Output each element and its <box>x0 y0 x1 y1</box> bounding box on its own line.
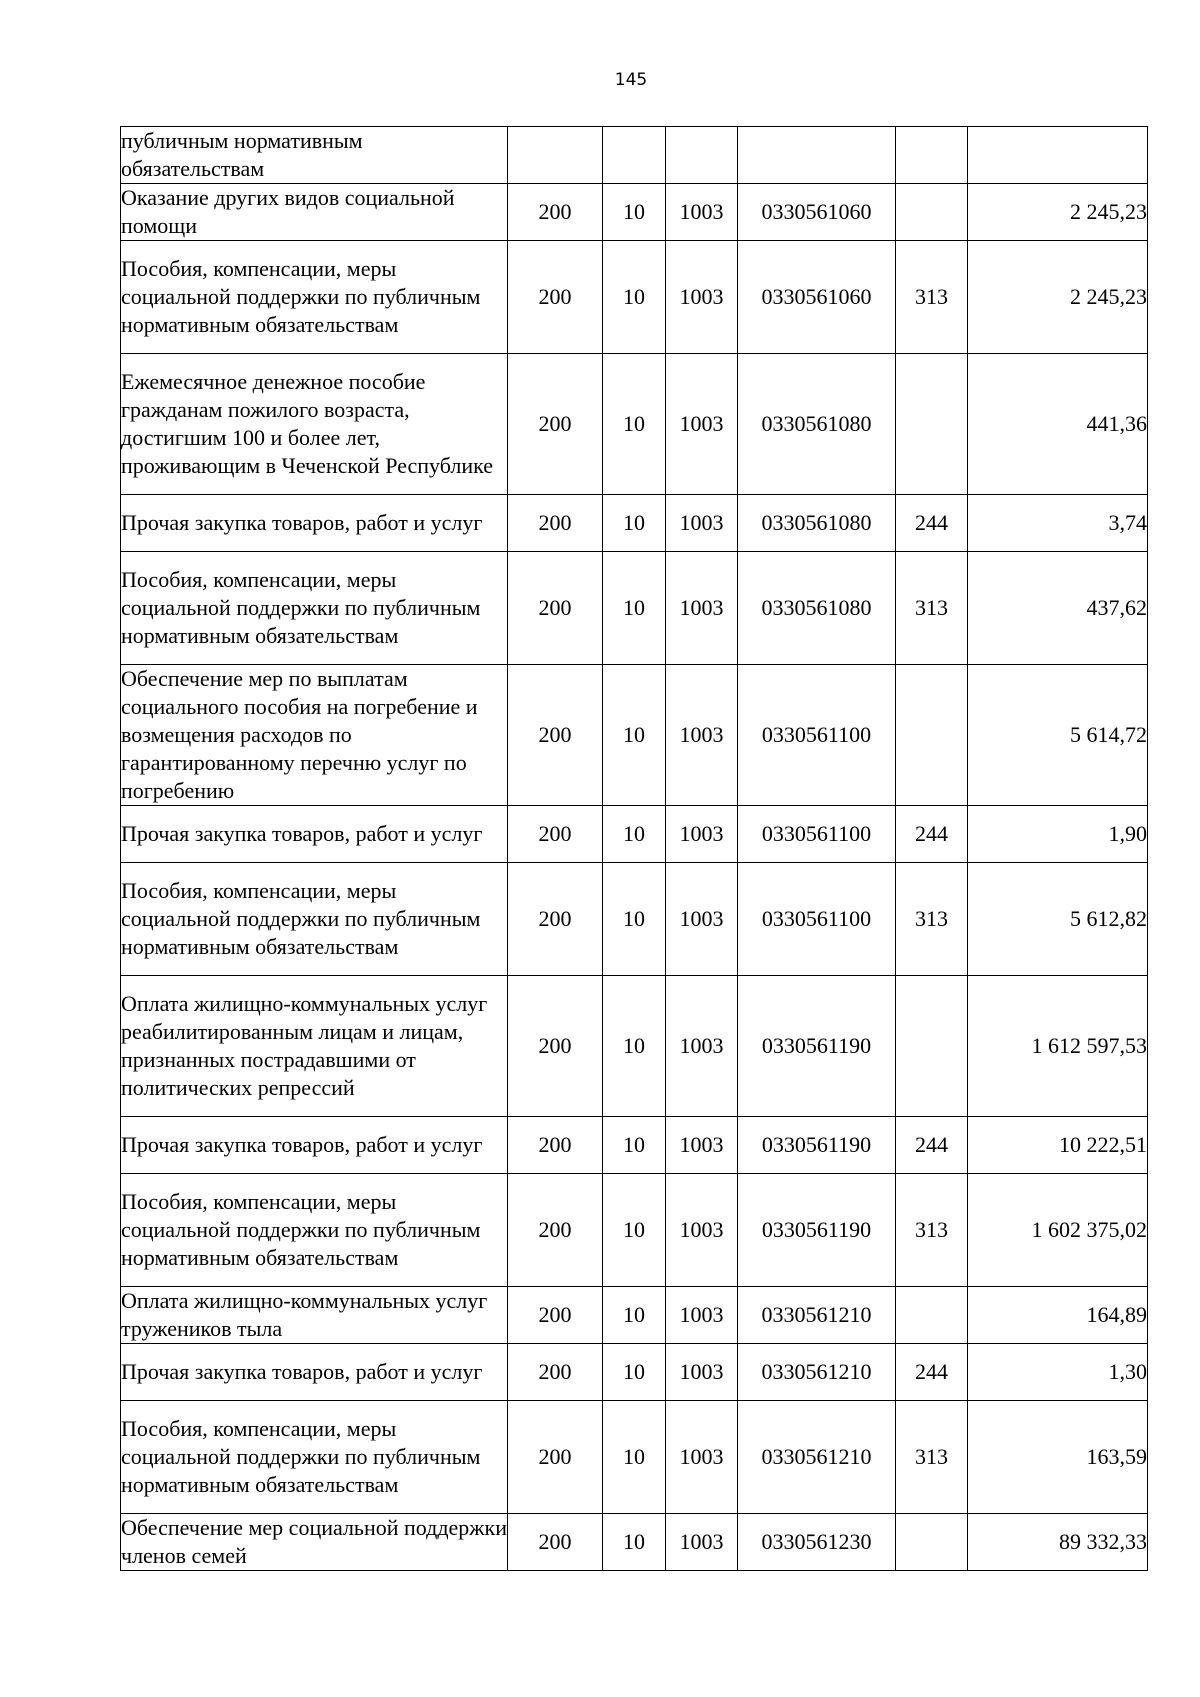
subsection-code-cell: 1003 <box>666 1514 738 1571</box>
expense-name-cell: Пособия, компенсации, меры социальной поддержки по публичным нормативным обязательствам <box>121 552 508 665</box>
expense-name-cell: Оплата жилищно-коммунальных услуг реабилитированным лицам и лицам, признанных пострадавшими от политических репрессий <box>121 976 508 1117</box>
ministry-code-cell: 200 <box>508 241 603 354</box>
ministry-code-cell: 200 <box>508 1344 603 1401</box>
expense-name-cell: Обеспечение мер социальной поддержки членов семей <box>121 1514 508 1571</box>
ministry-code-cell: 200 <box>508 1287 603 1344</box>
expense-type-cell <box>896 184 968 241</box>
section-code-cell <box>603 127 666 184</box>
ministry-code-cell: 200 <box>508 806 603 863</box>
subsection-code-cell: 1003 <box>666 1401 738 1514</box>
table-row <box>121 495 1148 552</box>
amount-cell: 164,89 <box>968 1287 1148 1344</box>
expense-name-cell: Пособия, компенсации, меры социальной поддержки по публичным нормативным обязательствам <box>121 863 508 976</box>
table-row <box>121 1514 1148 1571</box>
expense-type-cell: 313 <box>896 863 968 976</box>
section-code-cell: 10 <box>603 976 666 1117</box>
subsection-code-cell: 1003 <box>666 184 738 241</box>
ministry-code-cell: 200 <box>508 1514 603 1571</box>
subsection-code-cell <box>666 127 738 184</box>
section-code-cell: 10 <box>603 552 666 665</box>
subsection-code-cell: 1003 <box>666 1344 738 1401</box>
target-article-cell: 0330561060 <box>738 184 896 241</box>
target-article-cell: 0330561080 <box>738 495 896 552</box>
expense-name-cell: Ежемесячное денежное пособие гражданам пожилого возраста, достигшим 100 и более лет, проживающим в Чеченской Республике <box>121 354 508 495</box>
budget-table <box>120 126 1148 1571</box>
subsection-code-cell: 1003 <box>666 806 738 863</box>
section-code-cell: 10 <box>603 1287 666 1344</box>
expense-name-cell: Прочая закупка товаров, работ и услуг <box>121 1344 508 1401</box>
ministry-code-cell: 200 <box>508 1174 603 1287</box>
expense-name-cell: публичным нормативным обязательствам <box>121 127 508 184</box>
expense-type-cell <box>896 1514 968 1571</box>
expense-type-cell: 244 <box>896 806 968 863</box>
table-row <box>121 1344 1148 1401</box>
amount-cell: 89 332,33 <box>968 1514 1148 1571</box>
expense-type-cell: 313 <box>896 1401 968 1514</box>
ministry-code-cell: 200 <box>508 1401 603 1514</box>
ministry-code-cell: 200 <box>508 354 603 495</box>
ministry-code-cell: 200 <box>508 976 603 1117</box>
ministry-code-cell: 200 <box>508 1117 603 1174</box>
target-article-cell: 0330561190 <box>738 1174 896 1287</box>
expense-type-cell: 244 <box>896 1344 968 1401</box>
target-article-cell: 0330561190 <box>738 976 896 1117</box>
subsection-code-cell: 1003 <box>666 976 738 1117</box>
section-code-cell: 10 <box>603 1174 666 1287</box>
table-row <box>121 241 1148 354</box>
expense-type-cell <box>896 354 968 495</box>
ministry-code-cell: 200 <box>508 665 603 806</box>
section-code-cell: 10 <box>603 354 666 495</box>
expense-type-cell <box>896 1287 968 1344</box>
section-code-cell: 10 <box>603 1514 666 1571</box>
ministry-code-cell: 200 <box>508 184 603 241</box>
expense-name-cell: Пособия, компенсации, меры социальной поддержки по публичным нормативным обязательствам <box>121 1401 508 1514</box>
table-body <box>121 127 1148 1571</box>
subsection-code-cell: 1003 <box>666 1174 738 1287</box>
amount-cell: 1,30 <box>968 1344 1148 1401</box>
amount-cell: 10 222,51 <box>968 1117 1148 1174</box>
ministry-code-cell: 200 <box>508 863 603 976</box>
expense-name-cell: Прочая закупка товаров, работ и услуг <box>121 1117 508 1174</box>
ministry-code-cell: 200 <box>508 552 603 665</box>
amount-cell: 437,62 <box>968 552 1148 665</box>
table-row <box>121 184 1148 241</box>
amount-cell: 1 612 597,53 <box>968 976 1148 1117</box>
section-code-cell: 10 <box>603 665 666 806</box>
section-code-cell: 10 <box>603 495 666 552</box>
target-article-cell: 0330561230 <box>738 1514 896 1571</box>
expense-type-cell: 244 <box>896 495 968 552</box>
target-article-cell: 0330561210 <box>738 1344 896 1401</box>
target-article-cell: 0330561100 <box>738 863 896 976</box>
expense-name-cell: Пособия, компенсации, меры социальной поддержки по публичным нормативным обязательствам <box>121 1174 508 1287</box>
amount-cell: 441,36 <box>968 354 1148 495</box>
target-article-cell: 0330561100 <box>738 665 896 806</box>
amount-cell: 2 245,23 <box>968 184 1148 241</box>
target-article-cell: 0330561060 <box>738 241 896 354</box>
section-code-cell: 10 <box>603 806 666 863</box>
section-code-cell: 10 <box>603 1401 666 1514</box>
expense-name-cell: Пособия, компенсации, меры социальной поддержки по публичным нормативным обязательствам <box>121 241 508 354</box>
amount-cell <box>968 127 1148 184</box>
subsection-code-cell: 1003 <box>666 1287 738 1344</box>
amount-cell: 1,90 <box>968 806 1148 863</box>
amount-cell: 5 612,82 <box>968 863 1148 976</box>
amount-cell: 1 602 375,02 <box>968 1174 1148 1287</box>
subsection-code-cell: 1003 <box>666 552 738 665</box>
subsection-code-cell: 1003 <box>666 495 738 552</box>
expense-name-cell: Оказание других видов социальной помощи <box>121 184 508 241</box>
target-article-cell: 0330561210 <box>738 1287 896 1344</box>
section-code-cell: 10 <box>603 1117 666 1174</box>
target-article-cell: 0330561100 <box>738 806 896 863</box>
subsection-code-cell: 1003 <box>666 354 738 495</box>
table-row <box>121 863 1148 976</box>
subsection-code-cell: 1003 <box>666 863 738 976</box>
target-article-cell <box>738 127 896 184</box>
target-article-cell: 0330561210 <box>738 1401 896 1514</box>
expense-type-cell: 244 <box>896 1117 968 1174</box>
expense-type-cell <box>896 127 968 184</box>
page-number: 145 <box>614 70 648 90</box>
expense-name-cell: Прочая закупка товаров, работ и услуг <box>121 495 508 552</box>
expense-type-cell: 313 <box>896 1174 968 1287</box>
table-row <box>121 127 1148 184</box>
ministry-code-cell <box>508 127 603 184</box>
table-row <box>121 354 1148 495</box>
expense-type-cell: 313 <box>896 241 968 354</box>
table-row <box>121 976 1148 1117</box>
target-article-cell: 0330561080 <box>738 552 896 665</box>
section-code-cell: 10 <box>603 184 666 241</box>
target-article-cell: 0330561080 <box>738 354 896 495</box>
table-row <box>121 1287 1148 1344</box>
table-row <box>121 665 1148 806</box>
table-row <box>121 806 1148 863</box>
table-row <box>121 1401 1148 1514</box>
section-code-cell: 10 <box>603 241 666 354</box>
table-row <box>121 1117 1148 1174</box>
expense-type-cell <box>896 665 968 806</box>
ministry-code-cell: 200 <box>508 495 603 552</box>
subsection-code-cell: 1003 <box>666 665 738 806</box>
section-code-cell: 10 <box>603 1344 666 1401</box>
expense-type-cell <box>896 976 968 1117</box>
expense-name-cell: Обеспечение мер по выплатам социального пособия на погребение и возмещения расходов по гарантированному перечню услуг по погребению <box>121 665 508 806</box>
section-code-cell: 10 <box>603 863 666 976</box>
amount-cell: 5 614,72 <box>968 665 1148 806</box>
expense-type-cell: 313 <box>896 552 968 665</box>
table-row <box>121 1174 1148 1287</box>
amount-cell: 3,74 <box>968 495 1148 552</box>
subsection-code-cell: 1003 <box>666 241 738 354</box>
subsection-code-cell: 1003 <box>666 1117 738 1174</box>
target-article-cell: 0330561190 <box>738 1117 896 1174</box>
amount-cell: 163,59 <box>968 1401 1148 1514</box>
table-row <box>121 552 1148 665</box>
expense-name-cell: Прочая закупка товаров, работ и услуг <box>121 806 508 863</box>
expense-name-cell: Оплата жилищно-коммунальных услуг тружеников тыла <box>121 1287 508 1344</box>
amount-cell: 2 245,23 <box>968 241 1148 354</box>
